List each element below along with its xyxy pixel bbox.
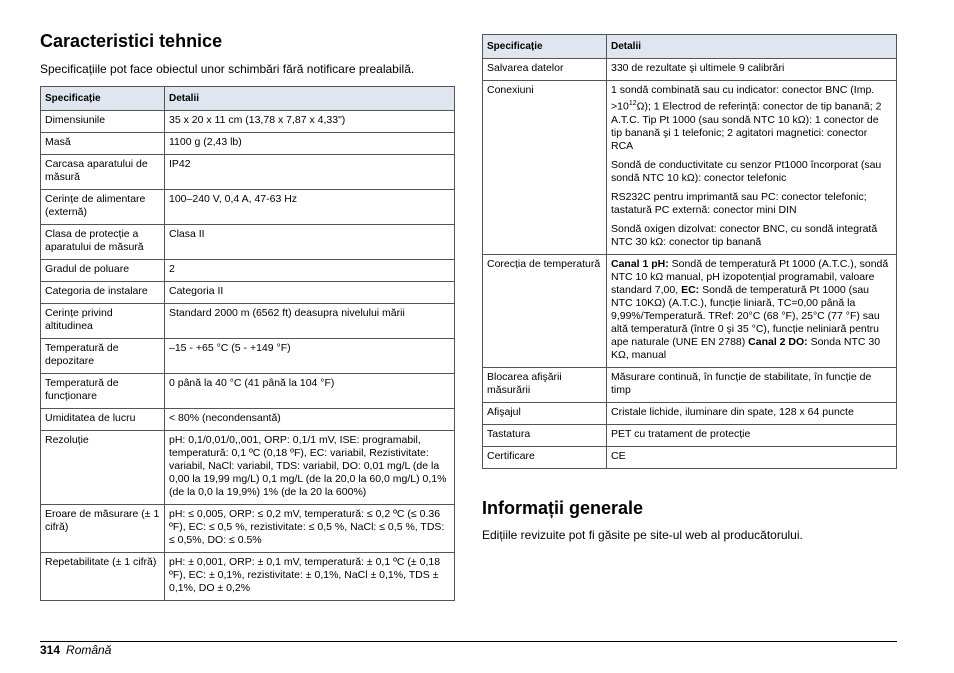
- table-row: [41, 260, 455, 282]
- detail-cell: 100–240 V, 0,4 A, 47-63 Hz: [165, 190, 455, 225]
- table-row: [483, 59, 897, 81]
- detail-cell: Categoria II: [165, 282, 455, 304]
- spec-cell: Temperatură de depozitare: [41, 339, 165, 374]
- detail-cell: PET cu tratament de protecție: [607, 424, 897, 446]
- section-title-general: Informații generale: [482, 497, 644, 518]
- text-run: Sondă de temperatură Pt 1000 (sau NTC 10KΩ) (A.T.C.), funcție liniară, TC=0,00 până la 9,99%/Temperatură. TRef: 20°C (68 °F), 25°C (77 °F) sau altă temperatură (între 0 şi 35 °C), funcție neliniară pentru ape naturale (UNE EN 2788): [611, 283, 880, 348]
- header-spec: Specificație: [41, 87, 165, 111]
- detail-cell: < 80% (necondensantă): [165, 409, 455, 431]
- spec-cell: Categoria de instalare: [41, 282, 165, 304]
- table-row: [41, 431, 455, 505]
- text-run: Ω); 1 Electrod de referință: conector de tip banană; 2 A.T.C. Tip Pt 1000 (sau sondă NTC 10 kΩ): 1 conector de tip banană şi 1 telefonic; 2 agitatori magnetici: conector RCA: [611, 100, 882, 152]
- spec-cell: Conexiuni: [483, 81, 607, 255]
- header-detail: Detalii: [165, 87, 455, 111]
- detail-cell: 0 până la 40 °C (41 până la 104 °F): [165, 374, 455, 409]
- table-row: [41, 111, 455, 133]
- spec-cell: Blocarea afişării măsurării: [483, 367, 607, 402]
- detail-cell: pH: ± 0,001, ORP: ± 0,1 mV, temperatură: ± 0,1 ºC (± 0,18 ºF), EC: ± 0,1%, rezistivitate: ± 0,1%, NaCl ± 0,1%, TDS ± 0,1%, DO ± 0,2%: [165, 553, 455, 601]
- spec-cell: Tastatura: [483, 424, 607, 446]
- spec-cell: Masă: [41, 133, 165, 155]
- table-row: [41, 505, 455, 553]
- table-row: [483, 367, 897, 402]
- spec-cell: Salvarea datelor: [483, 59, 607, 81]
- table-row: [41, 282, 455, 304]
- spec-cell: Rezoluție: [41, 431, 165, 505]
- detail-cell: Măsurare continuă, în funcție de stabilitate, în funcție de timp: [607, 367, 897, 402]
- spec-cell: Dimensiunile: [41, 111, 165, 133]
- page-number: 314: [40, 643, 61, 657]
- detail-cell: –15 - +65 °C (5 - +149 °F): [165, 339, 455, 374]
- detail-cell: Clasa II: [165, 225, 455, 260]
- bold-label: EC:: [681, 283, 700, 296]
- table-row: [483, 424, 897, 446]
- superscript: 12: [628, 100, 637, 107]
- intro-text: Specificațiile pot face obiectul unor schimbări fără notificare prealabilă.: [40, 62, 415, 76]
- table-header-row: [483, 35, 897, 59]
- connections-paragraph: RS232C pentru imprimantă sau PC: conector telefonic; tastatură PC externă: conector mini DIN: [611, 190, 867, 216]
- detail-cell: IP42: [165, 155, 455, 190]
- spec-cell: Gradul de poluare: [41, 260, 165, 282]
- table-row: [41, 374, 455, 409]
- spec-cell: Carcasa aparatului de măsură: [41, 155, 165, 190]
- detail-cell: pH: 0,1/0,01/0,,001, ORP: 0,1/1 mV, ISE: programabil, temperatură: 0,1 ºC (0,18 ºF), EC: variabil, Rezistivitate: variabil, NaCl: variabil, TDS: variabil, DO: 0,01 mg/L (de la 0,00 la 19,99 mg/L) 0,1 mg/L (de la 20,0 la 60,0 mg/L) 0,1% (de la 0,0 la 19,9%) 1% (de la 20 la 600%): [165, 431, 455, 505]
- table-row: [41, 339, 455, 374]
- bold-label: Canal 1 pH:: [611, 257, 669, 270]
- footer-divider: [40, 641, 897, 642]
- right-column: [482, 34, 897, 543]
- footer-language: Română: [66, 643, 112, 657]
- text-run: 1 sondă combinată sau cu indicator: conector BNC (Imp. >10: [611, 84, 875, 113]
- table-row: [41, 133, 455, 155]
- spec-cell: Cerințe privind altitudinea: [41, 304, 165, 339]
- section-title-technical: Caracteristici tehnice: [40, 31, 223, 51]
- page-footer: [40, 643, 111, 657]
- spec-cell: Cerințe de alimentare (externă): [41, 190, 165, 225]
- specs-table-right: [482, 34, 897, 469]
- table-row: [41, 155, 455, 190]
- spec-cell: Eroare de măsurare (± 1 cifră): [41, 505, 165, 553]
- detail-cell: Cristale lichide, iluminare din spate, 128 x 64 puncte: [607, 402, 897, 424]
- detail-cell: [607, 81, 897, 255]
- detail-cell: [607, 254, 897, 367]
- detail-cell: pH: ≤ 0,005, ORP: ≤ 0,2 mV, temperatură: ≤ 0,2 ºC (≤ 0.36 ºF), EC: ≤ 0,5 %, rezistivitate: ≤ 0,5 %, NaCl: ≤ 0,5 %, TDS: ≤ 0,5%, DO: ≤ 0.5%: [165, 505, 455, 553]
- connections-paragraph: [611, 84, 892, 153]
- table-row: [483, 446, 897, 468]
- left-column: [40, 30, 455, 601]
- connections-paragraph: Sondă de conductivitate cu senzor Pt1000 încorporat (sau sondă NTC 10 kΩ): conector telefonic: [611, 158, 882, 184]
- spec-cell: Repetabilitate (± 1 cifră): [41, 553, 165, 601]
- detail-cell: CE: [607, 446, 897, 468]
- spec-cell: Certificare: [483, 446, 607, 468]
- text-run: Sondă de temperatură Pt 1000 (A.T.C.), sondă NTC 10 kΩ manual, pH izopotențial programabil, valoare standard 7,00,: [611, 257, 889, 296]
- table-row: [41, 304, 455, 339]
- text-run: Sonda NTC 30 KΩ, manual: [611, 335, 881, 361]
- detail-cell: 2: [165, 260, 455, 282]
- connections-paragraph: Sondă oxigen dizolvat: conector BNC, cu sondă integrată NTC 30 kΩ: conector tip banană: [611, 222, 878, 248]
- spec-cell: Umiditatea de lucru: [41, 409, 165, 431]
- detail-cell: 1100 g (2,43 lb): [165, 133, 455, 155]
- table-row: [483, 254, 897, 367]
- bold-label: Canal 2 DO:: [748, 335, 808, 348]
- table-row: [41, 190, 455, 225]
- general-text: Edițiile revizuite pot fi găsite pe site-ul web al producătorului.: [482, 527, 803, 542]
- detail-cell: 330 de rezultate şi ultimele 9 calibrări: [607, 59, 897, 81]
- table-row: [483, 402, 897, 424]
- table-header-row: [41, 87, 455, 111]
- header-detail: Detalii: [607, 35, 897, 59]
- header-spec: Specificație: [483, 35, 607, 59]
- detail-cell: Standard 2000 m (6562 ft) deasupra nivelului mării: [165, 304, 455, 339]
- table-row: [483, 81, 897, 255]
- table-row: [41, 409, 455, 431]
- table-row: [41, 225, 455, 260]
- spec-cell: Temperatură de funcționare: [41, 374, 165, 409]
- detail-cell: 35 x 20 x 11 cm (13,78 x 7,87 x 4,33"): [165, 111, 455, 133]
- table-row: [41, 553, 455, 601]
- spec-cell: Afişajul: [483, 402, 607, 424]
- spec-cell: Clasa de protecție a aparatului de măsură: [41, 225, 165, 260]
- spec-cell: Corecția de temperatură: [483, 254, 607, 367]
- specs-table-left: [40, 86, 455, 601]
